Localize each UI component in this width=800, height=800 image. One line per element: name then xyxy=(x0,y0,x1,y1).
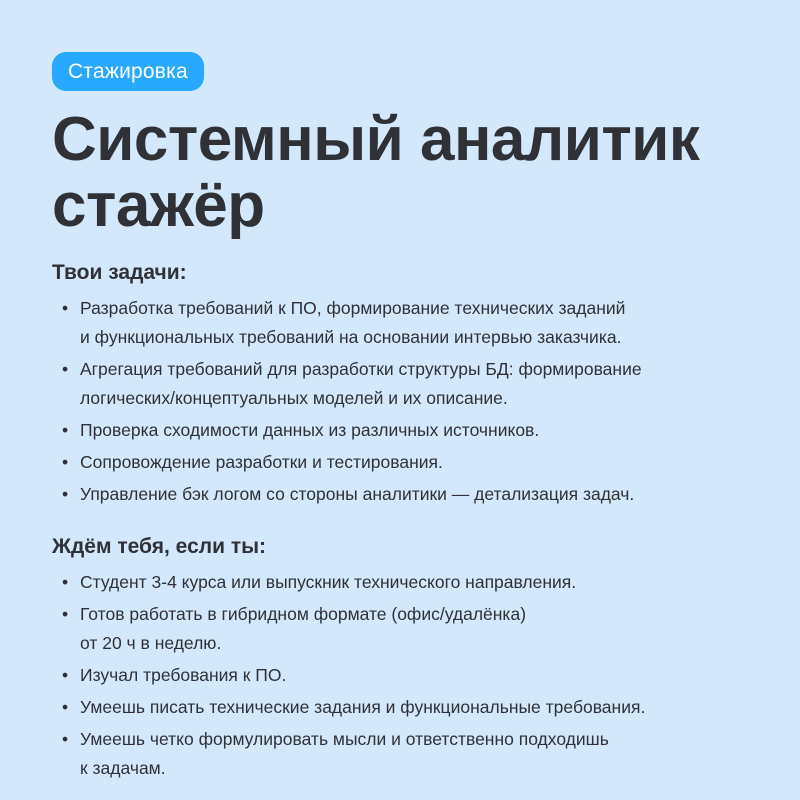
bullet-icon: • xyxy=(62,359,69,379)
page-title xyxy=(52,107,750,239)
list-item-text: Студент 3-4 курса или выпускник технического направления. xyxy=(80,572,577,592)
list-item-text: Управление бэк логом со стороны аналитики — детализация задач. xyxy=(80,484,635,504)
list-item-text: Разработка требований к ПО, формирование технических заданий xyxy=(80,298,626,318)
list-item-text: Агрегация требований для разработки структуры БД: формирование xyxy=(80,359,642,379)
tasks-list xyxy=(52,294,750,509)
list-item xyxy=(52,661,750,690)
list-item xyxy=(52,725,750,783)
list-item xyxy=(52,568,750,597)
list-item-text: логических/концептуальных моделей и их описание. xyxy=(80,388,508,408)
bullet-icon: • xyxy=(62,484,69,504)
list-item xyxy=(52,294,750,352)
requirements-section xyxy=(52,535,750,783)
bullet-icon: • xyxy=(62,452,69,472)
requirements-heading: Ждём тебя, если ты: xyxy=(52,535,267,558)
list-item-text: Проверка сходимости данных из различных источников. xyxy=(80,420,540,440)
bullet-icon: • xyxy=(62,420,69,440)
list-item xyxy=(52,355,750,413)
internship-badge: Стажировка xyxy=(52,52,204,91)
bullet-icon: • xyxy=(62,572,69,592)
list-item xyxy=(52,416,750,445)
requirements-list xyxy=(52,568,750,783)
title-line-2: стажёр xyxy=(52,171,265,240)
list-item-text: от 20 ч в неделю. xyxy=(80,633,222,653)
list-item xyxy=(52,448,750,477)
bullet-icon: • xyxy=(62,298,69,318)
bullet-icon: • xyxy=(62,665,69,685)
list-item-text: Готов работать в гибридном формате (офис/удалёнка) xyxy=(80,604,527,624)
bullet-icon: • xyxy=(62,604,69,624)
list-item xyxy=(52,693,750,722)
tasks-heading: Твои задачи: xyxy=(52,261,187,284)
bullet-icon: • xyxy=(62,697,69,717)
list-item xyxy=(52,480,750,509)
list-item-text: Сопровождение разработки и тестирования. xyxy=(80,452,443,472)
bullet-icon: • xyxy=(62,729,69,749)
list-item-text: Умеешь писать технические задания и функциональные требования. xyxy=(80,697,646,717)
list-item-text: Изучал требования к ПО. xyxy=(80,665,287,685)
title-line-1: Системный аналитик xyxy=(52,105,700,174)
tasks-section xyxy=(52,261,750,509)
list-item-text: к задачам. xyxy=(80,758,166,778)
list-item xyxy=(52,600,750,658)
list-item-text: Умеешь четко формулировать мысли и ответственно подходишь xyxy=(80,729,609,749)
list-item-text: и функциональных требований на основании интервью заказчика. xyxy=(80,327,622,347)
